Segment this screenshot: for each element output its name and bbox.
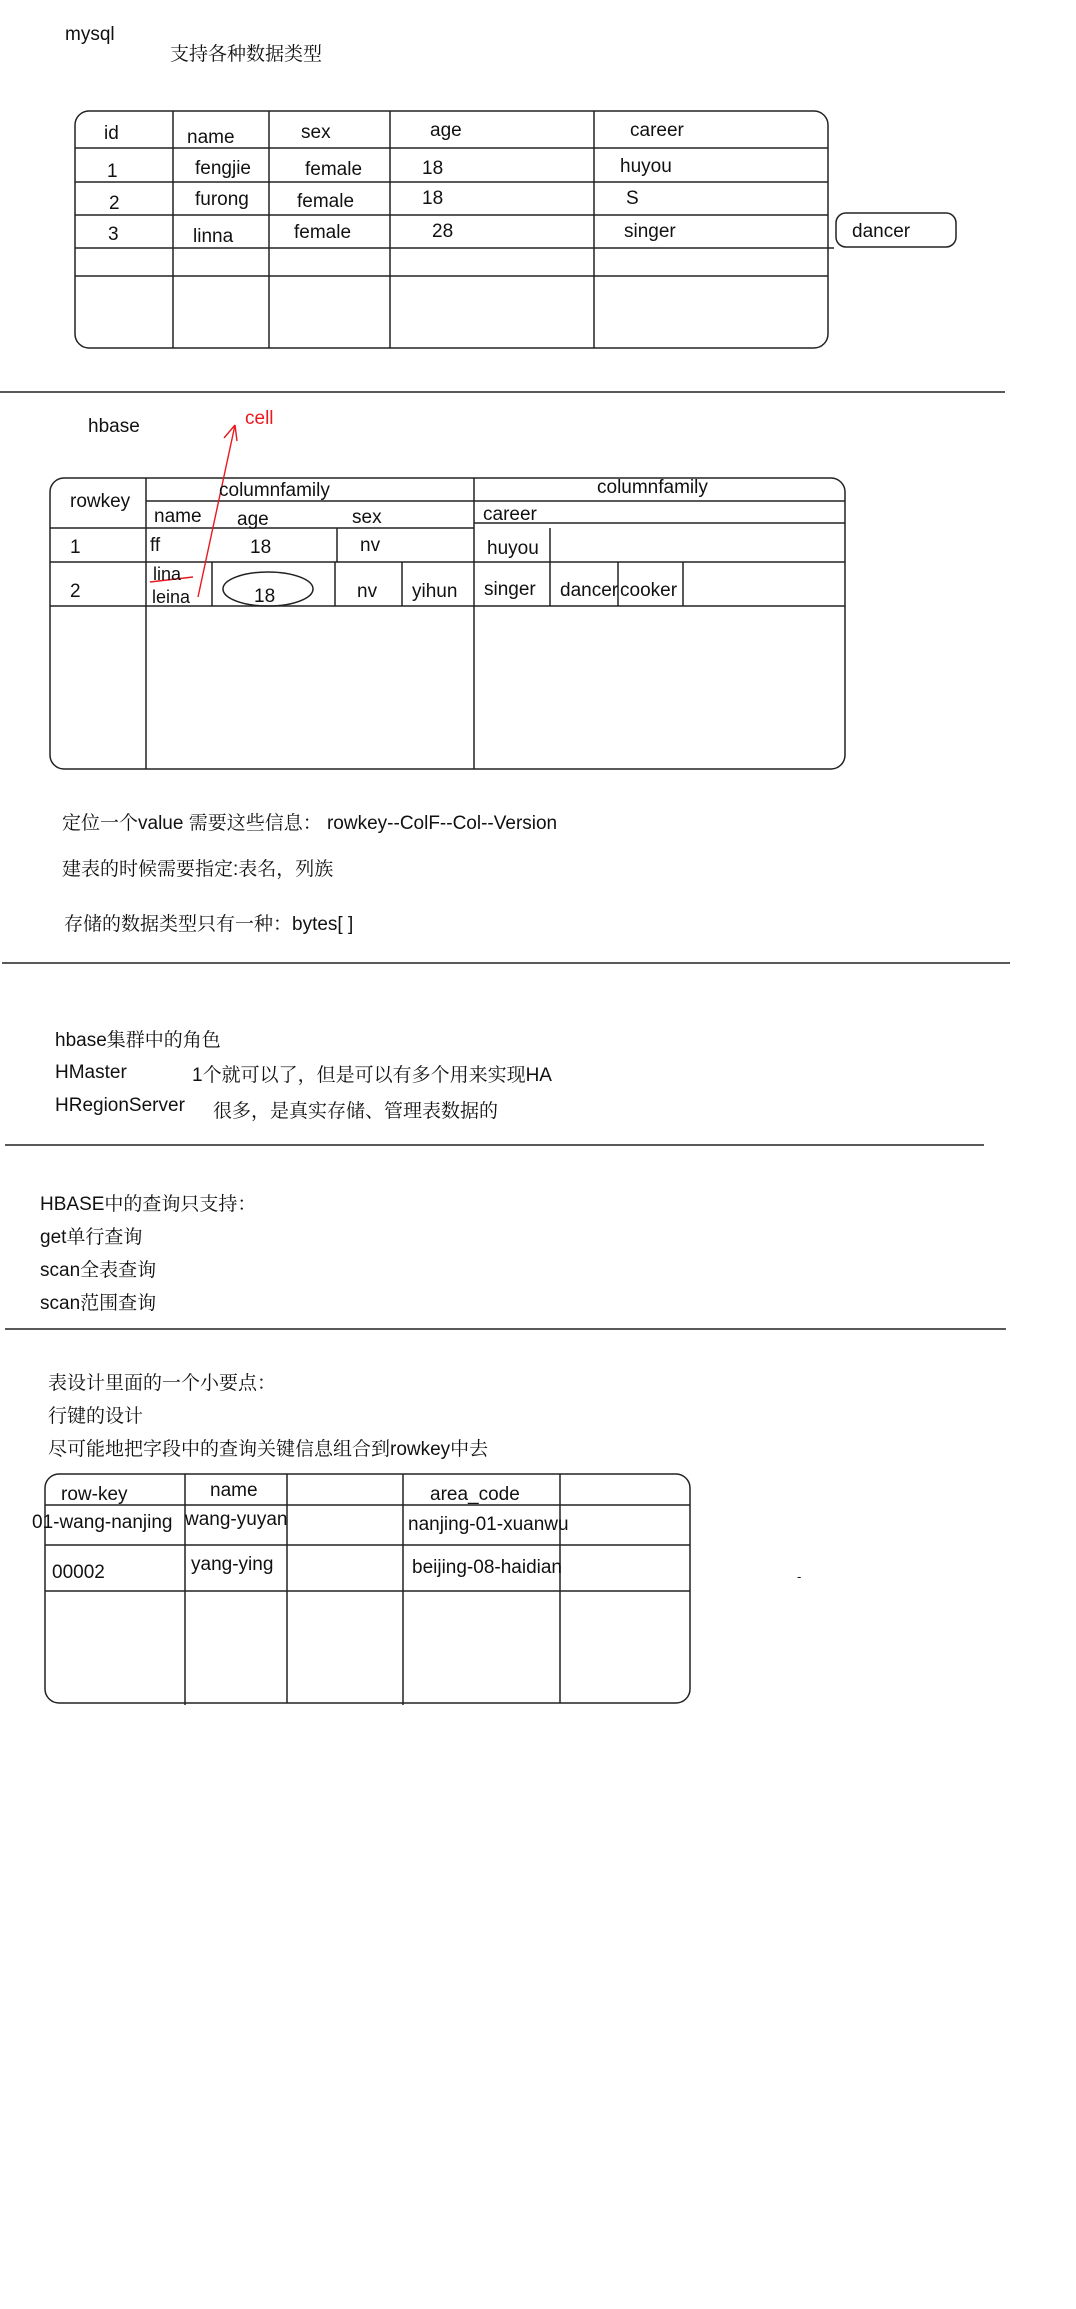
hbase-cell: ff [150, 535, 161, 556]
hbase-cell: nv [357, 581, 378, 602]
hbase-cell-name-new: leina [152, 587, 191, 607]
hbase-family1-label: columnfamily [219, 480, 330, 501]
hbase-cell: 2 [70, 581, 81, 602]
hbase-cell-name-old: lina [153, 564, 182, 584]
hbase-cell: 1 [70, 537, 81, 558]
hbase-cell: 18 [250, 537, 272, 558]
mysql-col-age: age [430, 120, 462, 141]
design-desc: 尽可能地把字段中的查询关键信息组合到rowkey中去 [48, 1439, 489, 1460]
roles-title: hbase集群中的角色 [55, 1030, 221, 1051]
query-item: scan范围查询 [40, 1293, 157, 1314]
query-item: get单行查询 [40, 1227, 143, 1248]
hbase-note: 建表的时候需要指定:表名，列族 [62, 859, 334, 880]
hbase-cell: dancer [560, 580, 619, 601]
design-cell: 01-wang-nanjing [32, 1512, 173, 1533]
hbase-col-career: career [483, 504, 537, 525]
hbase-cell: 18 [254, 586, 276, 607]
hbase-cell: cooker [620, 580, 678, 601]
design-col-name: name [210, 1480, 258, 1501]
mysql-cell: 18 [422, 158, 444, 179]
mysql-col-sex: sex [301, 122, 331, 143]
mysql-cell: female [294, 222, 352, 243]
mysql-cell: 18 [422, 188, 444, 209]
role-desc: 1个就可以了，但是可以有多个用来实现HA [192, 1065, 552, 1086]
design-cell: wang-yuyan [185, 1509, 288, 1530]
mysql-cell: 3 [108, 224, 119, 245]
hbase-cell: yihun [412, 581, 458, 602]
mysql-cell: furong [195, 189, 249, 210]
mysql-cell: S [626, 188, 639, 209]
hbase-cell: nv [360, 535, 381, 556]
design-col-rowkey: row-key [61, 1484, 128, 1505]
hbase-heading: hbase [88, 416, 140, 437]
hbase-note: 存储的数据类型只有一种：bytes[ ] [64, 914, 354, 935]
mysql-heading: mysql [65, 24, 115, 45]
hbase-note: 定位一个value 需要这些信息： rowkey--ColF--Col--Version [62, 813, 558, 834]
mysql-cell: linna [193, 226, 234, 247]
role-name: HRegionServer [55, 1095, 185, 1116]
mysql-col-career: career [630, 120, 684, 141]
mysql-cell: female [305, 159, 363, 180]
hbase-cell: singer [484, 579, 536, 600]
design-cell: nanjing-01-xuanwu [408, 1514, 569, 1535]
hbase-col-name: name [154, 506, 202, 527]
mysql-cell: 28 [432, 221, 454, 242]
mysql-col-name: name [187, 127, 235, 148]
hbase-cell: huyou [487, 538, 539, 559]
mysql-subheading: 支持各种数据类型 [170, 44, 323, 65]
design-cell: 00002 [52, 1562, 105, 1583]
stray-mark: - [797, 1569, 802, 1584]
design-cell: yang-ying [191, 1554, 274, 1575]
query-title: HBASE中的查询只支持： [40, 1194, 257, 1215]
role-desc: 很多，是真实存储、管理表数据的 [213, 1101, 499, 1122]
mysql-cell: fengjie [195, 158, 251, 179]
mysql-cell: singer [624, 221, 676, 242]
hbase-family2-label: columnfamily [597, 477, 708, 498]
mysql-cell: 1 [107, 161, 118, 182]
mysql-col-id: id [104, 123, 119, 144]
mysql-cell: huyou [620, 156, 672, 177]
hbase-rowkey-header: rowkey [70, 491, 131, 512]
mysql-cell: 2 [109, 193, 120, 214]
role-name: HMaster [55, 1062, 127, 1083]
hbase-col-sex: sex [352, 507, 382, 528]
cell-annotation: cell [245, 408, 274, 429]
design-title: 表设计里面的一个小要点： [48, 1373, 277, 1394]
mysql-cell: female [297, 191, 355, 212]
mysql-extra-cell: dancer [852, 221, 911, 242]
design-subtitle: 行键的设计 [48, 1406, 144, 1427]
design-cell: beijing-08-haidian [412, 1557, 562, 1578]
hbase-col-age: age [237, 509, 269, 530]
design-col-areacode: area_code [430, 1484, 520, 1505]
design-table-grid [45, 1474, 690, 1705]
query-item: scan全表查询 [40, 1260, 157, 1281]
